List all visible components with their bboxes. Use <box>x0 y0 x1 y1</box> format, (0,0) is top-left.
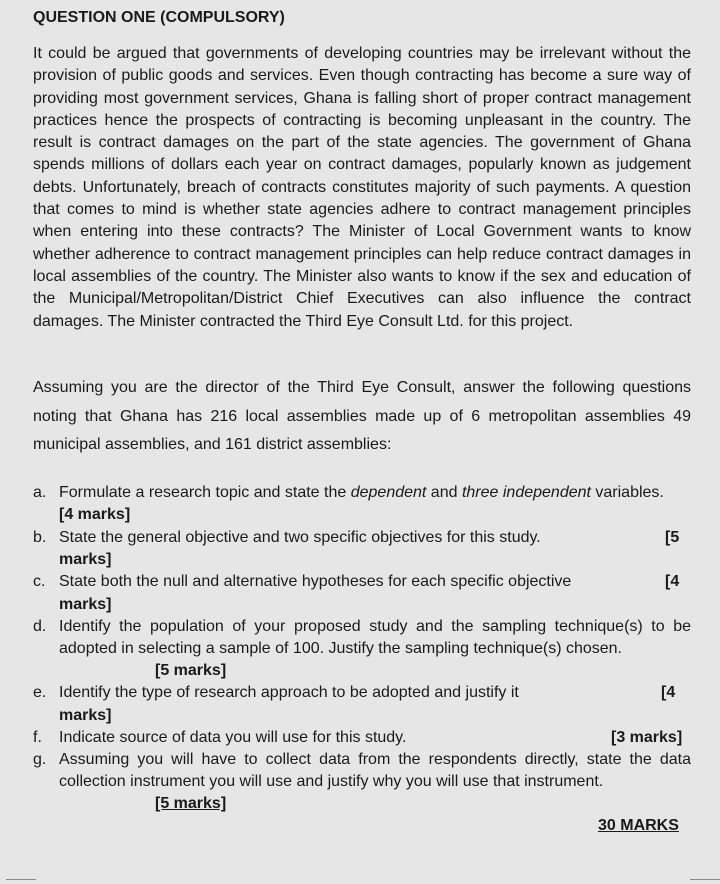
question-label: c. <box>33 573 46 591</box>
question-e <box>33 682 691 726</box>
question-text: State both the null and alternative hypotheses for each specific objective <box>59 573 572 591</box>
question-g <box>33 749 691 816</box>
question-text: Indicate source of data you will use for this study. <box>59 728 407 746</box>
question-text: Assuming you will have to collect data from the respondents directly, state the data collection instrument you will use and justify why you will use that instrument. <box>59 750 691 791</box>
question-text: and <box>426 484 462 501</box>
intro-paragraph: It could be argued that governments of developing countries may be irrelevant without the provision of public goods and services. Even though contracting has become a sure way of providing most government services, Ghana is falling short of proper contract management practices hence the prospects of contracting is becoming unpleasant in the country. The result is contract damages on the part of the state agencies. The government of Ghana spends millions of dollars each year on contract damages, popularly known as judgement debts. Unfortunately, breach of contracts constitutes majority of such payments. A question that comes to mind is whether state agencies adhere to contract management principles when entering into these contracts? The Minister of Local Government wants to know whether adherence to contract management principles can help reduce contract damages in local assemblies of the country. The Minister also wants to know if the sex and education of the Municipal/Metropolitan/District Chief Executives can also influence the contract damages. The Minister contracted the Third Eye Consult Ltd. for this project. <box>33 45 691 330</box>
question-label: b. <box>33 528 47 546</box>
question-b <box>33 527 691 571</box>
question-heading: QUESTION ONE (COMPULSORY) <box>33 9 285 26</box>
question-a <box>33 482 691 526</box>
question-label: d. <box>33 617 47 635</box>
emphasis-dependent: dependent <box>350 484 427 501</box>
marks-label: [4 <box>661 684 676 702</box>
question-f <box>33 727 691 749</box>
question-d <box>33 616 691 683</box>
marks-label: marks] <box>59 595 112 613</box>
question-text: variables. <box>590 484 664 501</box>
marks-label: [5 marks] <box>155 795 227 813</box>
marks-label: marks] <box>59 706 112 724</box>
marks-label: [4 <box>665 573 680 591</box>
page-corner-mark <box>6 879 36 880</box>
marks-label: [4 marks] <box>59 506 131 524</box>
question-list <box>33 482 691 816</box>
page-corner-mark <box>690 879 720 880</box>
question-text: Formulate a research topic and state the <box>59 484 351 501</box>
question-text: Identify the population of your proposed study and the sampling technique(s) to be adopted in selecting a sample of 100. Justify the sampling technique(s) chosen. <box>59 617 691 657</box>
total-marks: 30 MARKS <box>598 817 679 834</box>
question-label: g. <box>33 750 47 768</box>
marks-label: [5 <box>665 528 680 546</box>
marks-label: [5 marks] <box>155 662 227 680</box>
question-label: f. <box>33 728 42 746</box>
marks-label: [3 marks] <box>611 728 683 746</box>
instruction-paragraph: Assuming you are the director of the Third Eye Consult, answer the following questions noting that Ghana has 216 local assemblies made up of 6 metropolitan assemblies 49 municipal assemblies, and 161 district assemblies: <box>33 379 691 453</box>
question-text: State the general objective and two specific objectives for this study. <box>59 528 541 546</box>
question-c <box>33 571 691 615</box>
marks-label: marks] <box>59 551 112 569</box>
emphasis-independent: three independent <box>461 484 591 501</box>
question-label: e. <box>33 684 47 702</box>
question-label: a. <box>33 484 47 501</box>
question-text: Identify the type of research approach to be adopted and justify it <box>59 684 519 702</box>
